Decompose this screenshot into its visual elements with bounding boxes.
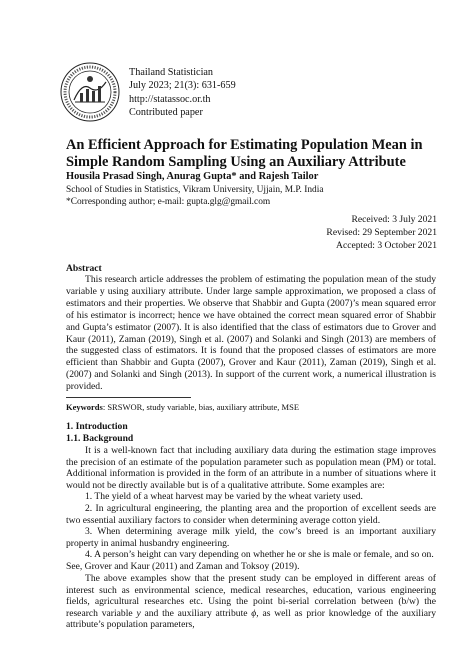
abstract-text: This research article addresses the problem of estimating the population mean of the study variable y using auxiliary attribute. Under large sample approximation, we proposed a class of estimators and their properties. We observe that Shabbir and Gupta (2007)’s mean squared error of his estimator is incorrect; hence we have obtained the correct mean squared error of Shabbir and Gupta’s estimator (2007). It is also identified that the class of estimators due to Grover and Kaur (2011), Zaman (2019), Singh et al. (2007) and Solanki and Singh (2013) are members of the suggested class of estimators. It is found that the proposed classes of estimators are more efficient than Shabbir and Gupta (2007), Grover and Kaur (2011), Zaman (2019), Singh et al. (2007) and Solanki and Singh (2013). In support of the current work, a numerical illustration is provided. xyxy=(66,274,436,393)
variable-y: y xyxy=(136,607,141,619)
submission-dates xyxy=(326,213,437,252)
journal-url[interactable]: http://statassoc.or.th xyxy=(129,93,211,105)
example-3: 3. When determining average milk yield, the cow’s breed is an important auxiliary property in animal husbandry engineering. xyxy=(66,526,436,549)
subsection-heading-background: 1.1. Background xyxy=(66,433,134,444)
paragraph-applications-part-a: The above examples show that the present study can be employed in different areas of interest such as environmental science, medical researches, education, various engineering fields, agricultural researches etc. Using the point bi-serial correlation between (b/w) the research variable xyxy=(66,573,436,619)
accepted-date: Accepted: 3 October 2021 xyxy=(336,240,437,251)
paragraph-intro: It is a well-known fact that including auxiliary data during the estimation stage improves the precision of an estimate of the population parameter such as population mean (PM) or total. Additional information is provided in the form of an attribute in a number of situations where it would not be directly available but is of a qualitative attribute. Some examples are: xyxy=(66,445,436,491)
affiliation: School of Studies in Statistics, Vikram University, Ujjain, M.P. India xyxy=(66,185,324,195)
see-references: See, Grover and Kaur (2011) and Zaman and Toksoy (2019). xyxy=(66,561,300,572)
abstract-heading: Abstract xyxy=(66,263,102,274)
example-4: 4. A person’s height can vary depending on whether he or she is male or female, and so on. xyxy=(85,549,434,560)
received-date: Received: 3 July 2021 xyxy=(351,214,437,225)
example-2: 2. In agricultural engineering, the planting area and the proportion of excellent seeds are two essential auxiliary factors to consider when determining average cotton yield. xyxy=(66,503,436,526)
paper-type: Contributed paper xyxy=(129,106,203,118)
paragraph-applications xyxy=(66,573,436,631)
paragraph-applications-part-c: as well as prior knowledge of the auxiliary attribute’s population parameters, xyxy=(66,607,437,631)
example-1: 1. The yield of a wheat harvest may be varied by the wheat variety used. xyxy=(85,491,363,502)
revised-date: Revised: 29 September 2021 xyxy=(326,227,437,238)
keywords-divider xyxy=(66,397,191,398)
journal-info xyxy=(129,66,236,119)
paragraph-applications-part-b: and the auxiliary attribute xyxy=(144,607,248,619)
journal-issue: July 2023; 21(3): 631-659 xyxy=(129,80,236,92)
thai-statistical-association-seal-icon xyxy=(60,62,120,122)
corresponding-author: *Corresponding author; e-mail: gupta.glg@gmail.com xyxy=(66,196,271,207)
author-list: Housila Prasad Singh, Anurag Gupta* and Rajesh Tailor xyxy=(66,171,319,182)
paper-title: An Efficient Approach for Estimating Population Mean in Simple Random Sampling Using an Auxiliary Attribute xyxy=(66,137,423,170)
section-heading-introduction: 1. Introduction xyxy=(66,421,128,432)
affiliation-block xyxy=(66,185,324,208)
journal-name: Thailand Statistician xyxy=(129,67,214,78)
keywords-line xyxy=(66,402,299,412)
keywords-label: Keywords xyxy=(66,402,103,412)
variable-phi: ϕ, xyxy=(251,607,259,619)
keywords-text: : SRSWOR, study variable, bias, auxiliary attribute, MSE xyxy=(102,402,300,412)
